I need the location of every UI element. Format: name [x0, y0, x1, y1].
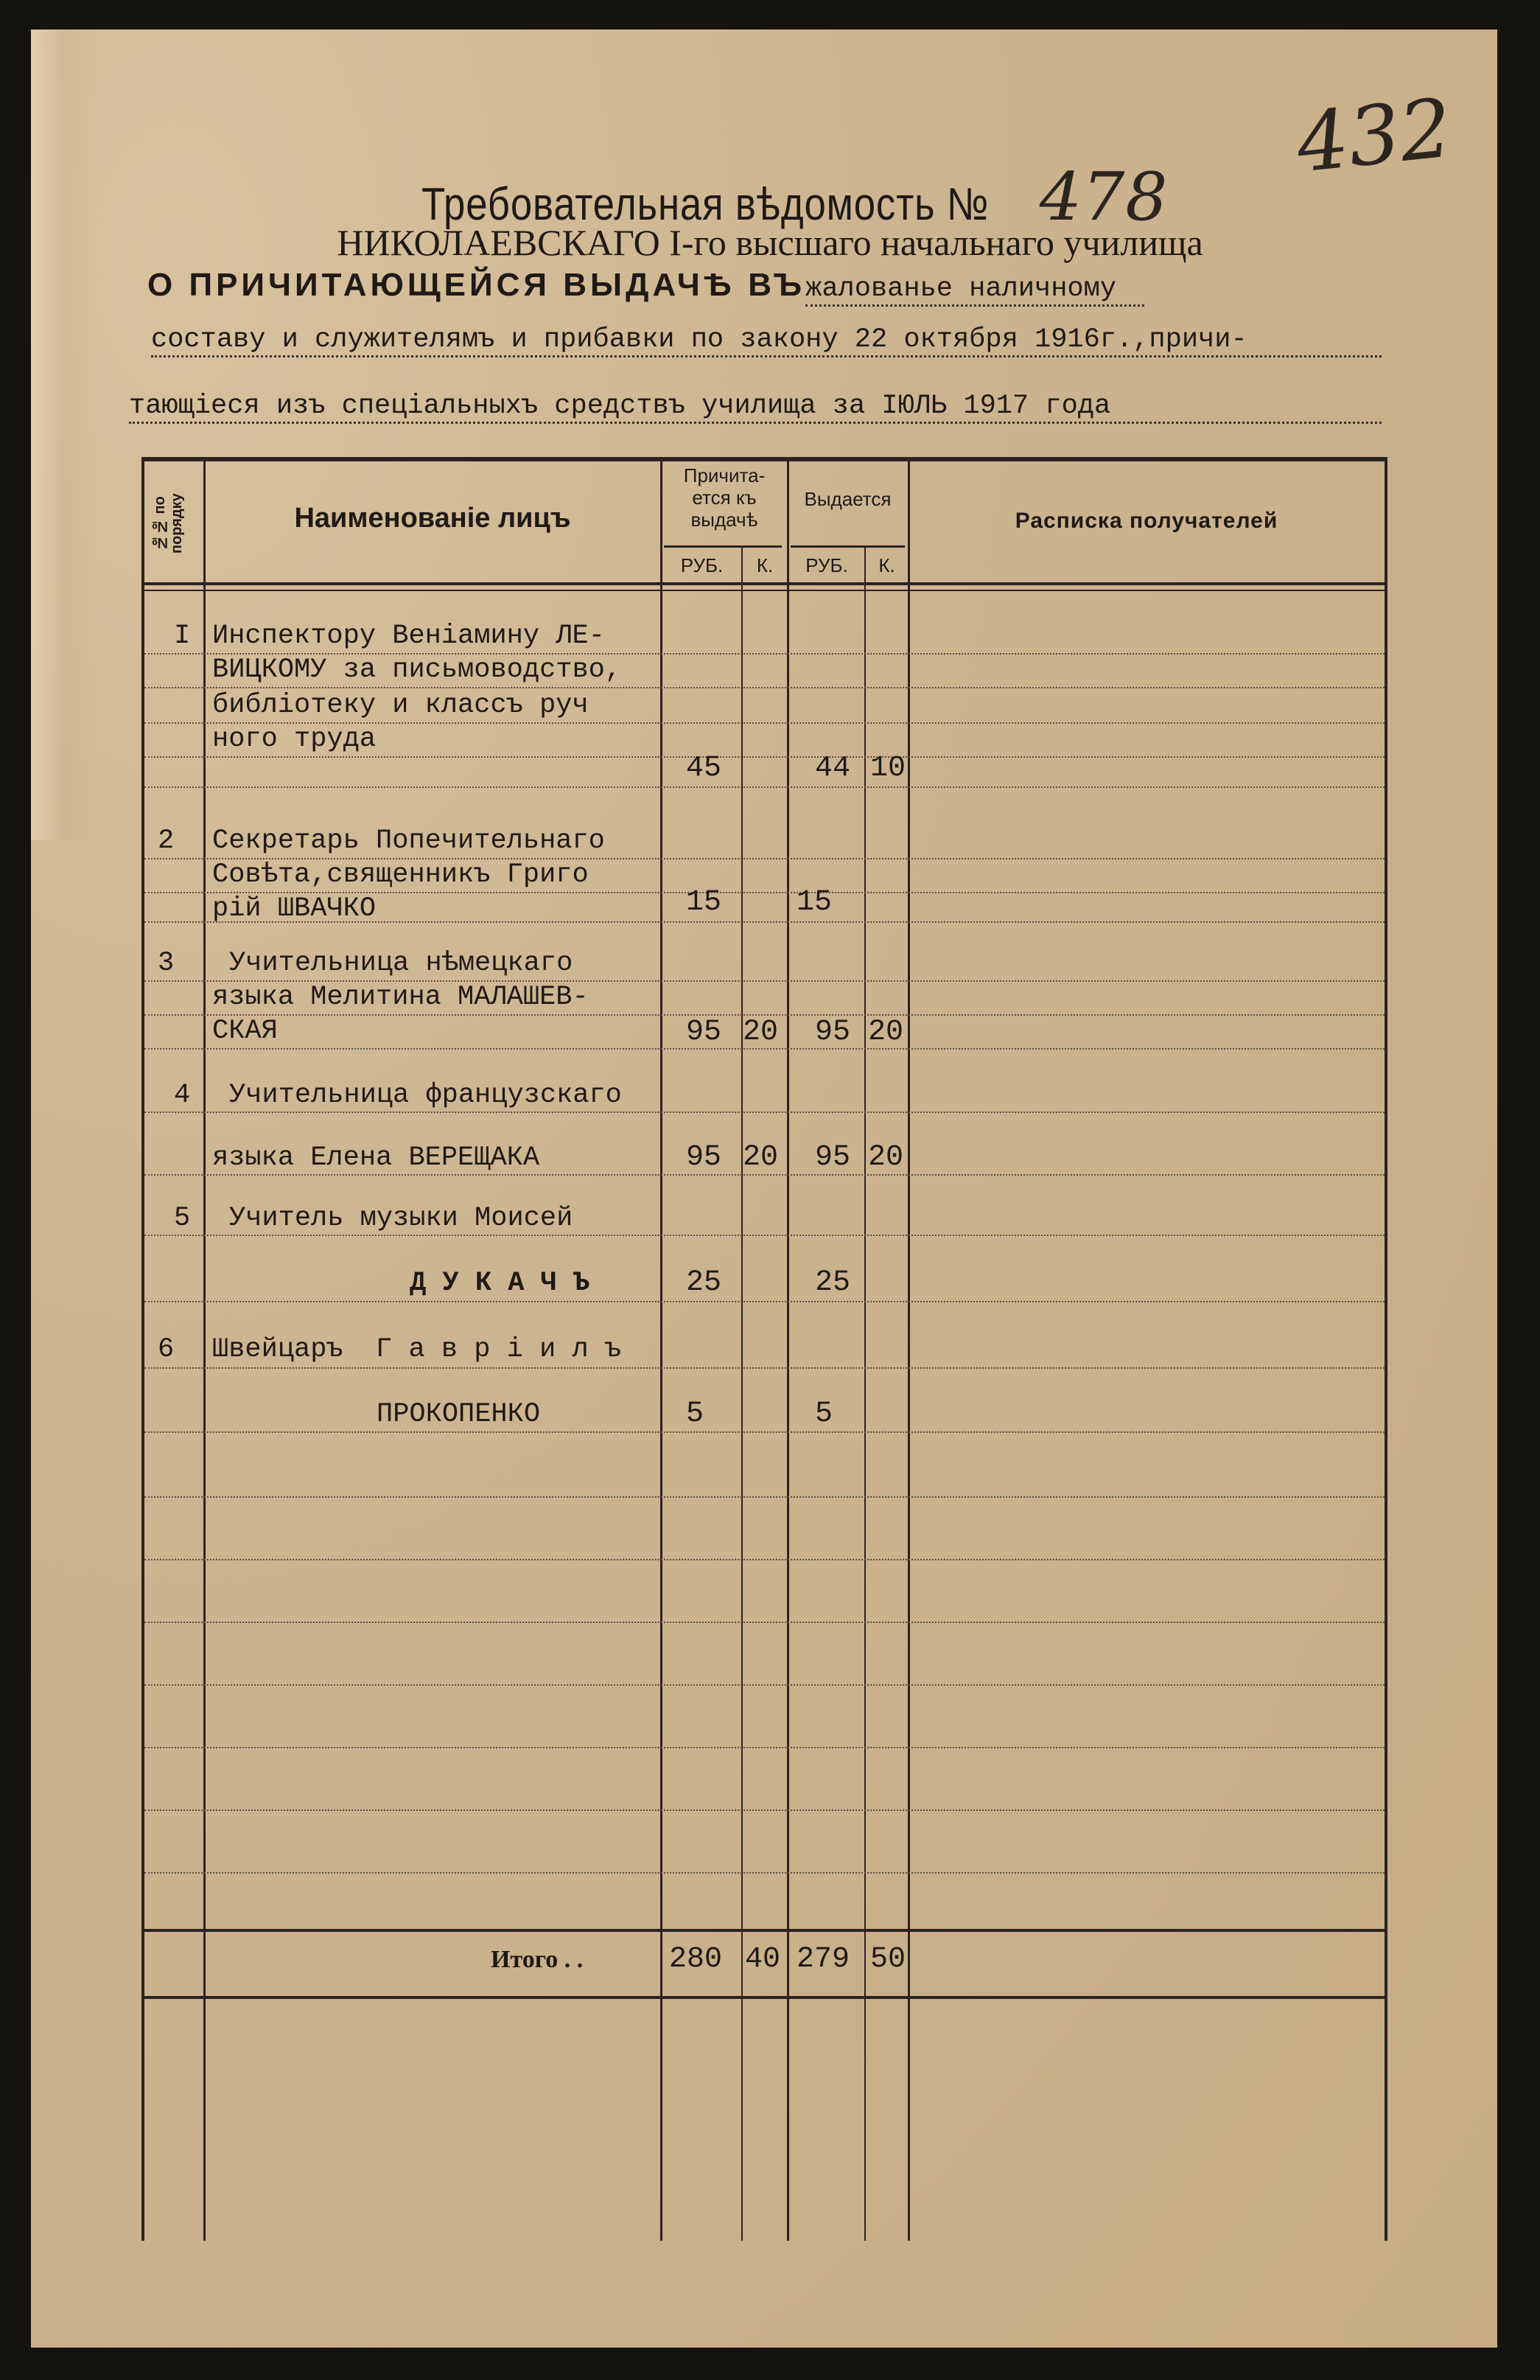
header-due-rub: РУБ. — [680, 554, 724, 576]
due-rub: 15 — [686, 886, 722, 919]
due-rub: 95 — [686, 1141, 722, 1174]
title-text: Требовательная вѣдомость № — [421, 179, 990, 230]
paid-rub: 25 — [815, 1266, 851, 1299]
handwritten-number: 478 — [1039, 158, 1169, 236]
row-name-line: Учительница нѣмецкаго — [229, 948, 573, 979]
dotted-line — [144, 687, 1385, 688]
header-paid-rub: РУБ. — [805, 554, 848, 576]
dotted-line — [144, 786, 1385, 788]
rule — [664, 545, 782, 548]
dotted-line — [144, 1872, 1385, 1874]
total-due-rub: 280 — [669, 1943, 723, 1976]
rule — [787, 457, 789, 2241]
total-label: Итого . . — [491, 1946, 584, 1973]
row-name-line: Секретарь Попечительнаго — [212, 826, 605, 856]
paid-rub: 15 — [797, 886, 833, 919]
rule — [144, 582, 1385, 585]
header-due: Причита-ется къ выдачѣ — [683, 464, 766, 531]
header-receipt: Расписка получателей — [1015, 509, 1278, 533]
header-name: Наименованіе лицъ — [294, 503, 571, 534]
payroll-table — [141, 457, 1387, 2241]
paid-rub: 44 — [815, 752, 851, 785]
rule — [144, 1996, 1385, 1999]
header-due-kop: К. — [756, 554, 774, 576]
row-name-line: Инспектору Веніамину ЛЕ- — [212, 621, 605, 652]
due-rub: 25 — [686, 1266, 722, 1299]
dotted-line — [144, 1496, 1385, 1498]
dotted-line — [144, 1112, 1385, 1113]
school-name: НИКОЛАЕВСКАГО І-го высшаго начальнаго училища — [337, 222, 1203, 263]
paid-rub: 95 — [815, 1141, 851, 1174]
about-prefix: О ПРИЧИТАЮЩЕЙСЯ ВЫДАЧѢ ВЪ — [147, 267, 806, 303]
row-name-line: Совѣта,священникъ Григо — [212, 859, 589, 890]
about-fill: жалованье наличному — [805, 273, 1144, 307]
row-name-line: Учительница французскаго — [229, 1080, 622, 1111]
row-number: I — [174, 621, 191, 652]
about-line — [147, 267, 1144, 307]
row-name-line: рій ШВАЧКО — [212, 893, 377, 924]
row-name-line: библіотеку и классъ руч — [212, 690, 589, 721]
dotted-line — [144, 1559, 1385, 1560]
total-paid-rub: 279 — [797, 1943, 850, 1976]
total-paid-kop: 50 — [870, 1943, 906, 1976]
row-name-line: Д У К А Ч Ъ — [410, 1268, 590, 1299]
header-paid: Выдается — [804, 488, 892, 510]
row-name-line: языка Мелитина МАЛАШЕВ- — [212, 982, 589, 1013]
header-number: №№ по порядку — [152, 493, 185, 554]
row-name-line: ПРОКОПЕНКО — [377, 1399, 541, 1430]
paper-crease — [31, 29, 97, 840]
dotted-line — [144, 1431, 1385, 1433]
due-kop: 20 — [743, 1141, 779, 1174]
dotted-line — [144, 1174, 1385, 1176]
paid-rub: 95 — [815, 1016, 851, 1049]
paid-kop: 10 — [870, 752, 906, 785]
rule — [864, 545, 866, 2241]
row-number: 4 — [174, 1080, 191, 1111]
rule — [203, 457, 206, 2241]
rule — [144, 590, 1385, 591]
row-name-line: СКАЯ — [212, 1016, 278, 1047]
paid-kop: 20 — [868, 1016, 904, 1049]
rule — [908, 457, 910, 2241]
row-number: 3 — [158, 948, 175, 979]
row-number: 2 — [158, 826, 175, 856]
purpose-line-3: тающіеся изъ спеціальныхъ средствъ училища за ІЮЛЬ 1917 года — [129, 391, 1382, 424]
corner-number: 432 — [1292, 80, 1457, 191]
due-kop: 20 — [743, 1016, 779, 1049]
rule — [144, 457, 1385, 461]
row-name-line: ВИЦКОМУ за письмоводство, — [212, 655, 622, 685]
paid-kop: 20 — [868, 1141, 904, 1174]
dotted-line — [144, 1367, 1385, 1369]
dotted-line — [144, 1684, 1385, 1686]
header-paid-kop: К. — [878, 554, 895, 576]
due-rub: 45 — [686, 752, 722, 785]
dotted-line — [144, 1622, 1385, 1623]
row-name-line: языка Елена ВЕРЕЩАКА — [212, 1142, 540, 1173]
dotted-line — [144, 756, 1385, 758]
total-due-kop: 40 — [745, 1943, 781, 1976]
dotted-line — [144, 1301, 1385, 1302]
rule — [144, 1929, 1385, 1932]
dotted-line — [144, 1235, 1385, 1236]
purpose-line-2: составу и служителямъ и прибавки по закону 22 октября 1916г.,причи- — [151, 324, 1382, 357]
rule — [660, 457, 662, 2241]
row-name-line: ного труда — [212, 724, 377, 755]
due-rub: 95 — [686, 1016, 722, 1049]
row-name-line: Учитель музыки Моисей — [229, 1203, 573, 1234]
rule — [741, 545, 743, 2241]
due-rub: 5 — [686, 1397, 704, 1431]
row-number: 5 — [174, 1203, 191, 1234]
rule — [791, 545, 905, 548]
dotted-line — [144, 1810, 1385, 1811]
dotted-line — [144, 1747, 1385, 1748]
row-name-line: Швейцаръ Г а в р і и л ъ — [212, 1334, 622, 1365]
row-number: 6 — [158, 1334, 175, 1365]
paid-rub: 5 — [815, 1397, 833, 1431]
